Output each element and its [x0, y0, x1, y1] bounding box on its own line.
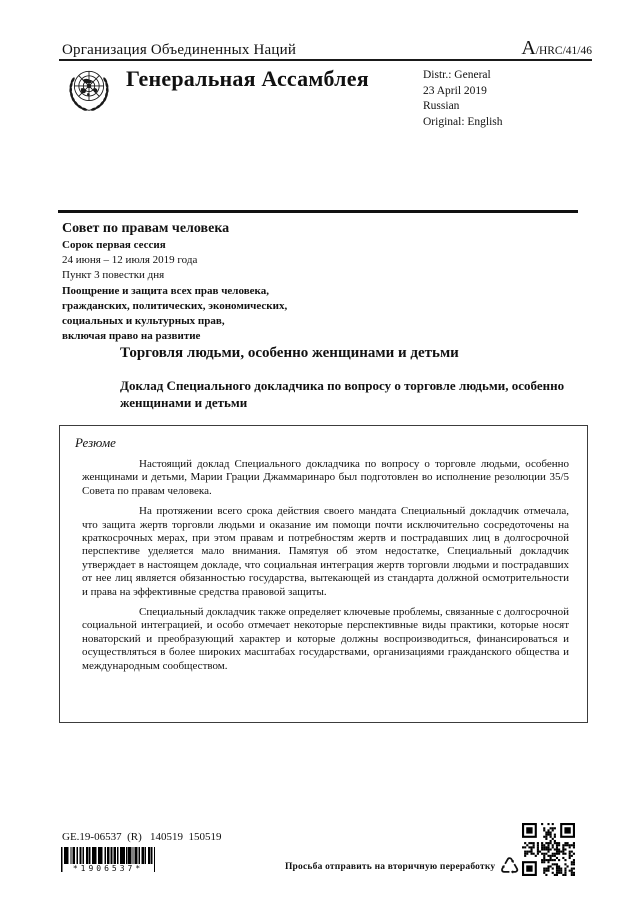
report-title: Торговля людьми, особенно женщинами и детьми: [120, 345, 459, 361]
agenda-line-3: социальных и культурных прав,: [62, 315, 225, 328]
agenda-line-2: гражданских, политических, экономических,: [62, 299, 288, 312]
council-name: Совет по правам человека: [62, 221, 230, 236]
un-emblem-icon: [63, 64, 115, 118]
section-rule: [58, 210, 578, 213]
org-name: Организация Объединенных Наций: [62, 42, 297, 58]
distr-block: [423, 68, 503, 130]
session-block: [62, 219, 287, 344]
distr-line: Distr.: General: [423, 69, 491, 81]
date-line: 23 April 2019: [423, 84, 487, 97]
summary-paragraph-2: На протяжении всего срока действия своего мандата Специальный докладчик отмечала, что защита жертв торговли людьми и оказание им помощи почти исключительно сосредоточены на краткосрочных мерах, при этом правам и потребностям жертв и пострадавших лиц в долгосрочной перспективе уделяется мало внимания. Памятуя об этом недостатке, Специальный докладчик утверждает в настоящем докладе, что социальная интеграция жертв торговли людьми и пострадавших от нее лиц является обязанностью государства, вытекающей из стандарта должной осмотрительности и права на эффективные средства правовой защиты.: [82, 505, 569, 598]
agenda-line-4: включая право на развитие: [62, 330, 201, 343]
assembly-title: Генеральная Ассамблея: [126, 66, 369, 91]
summary-label: Резюме: [75, 435, 116, 450]
header-rule: [59, 59, 592, 61]
agenda-item: Пункт 3 повестки дня: [62, 269, 165, 282]
recycle-note: Просьба отправить на вторичную переработку: [284, 862, 496, 872]
summary-box: [59, 425, 588, 723]
summary-paragraph-1: Настоящий доклад Специального докладчика по вопросу о торговле людьми, особенно женщинами и детьми, Марии Грации Джаммаринаро был подготовлен во исполнение резолюции 35/5 Совета по правам человека.: [82, 458, 569, 497]
doc-symbol-prefix: A: [521, 37, 536, 59]
agenda-line-1: Поощрение и защита всех прав человека,: [62, 284, 269, 297]
report-subtitle: Доклад Специального докладчика по вопросу о торговле людьми, особенно женщинами и детьми: [120, 378, 565, 410]
session-name: Сорок первая сессия: [62, 239, 166, 251]
doc-symbol: [521, 37, 592, 60]
language-line: Russian: [423, 100, 460, 112]
recycle-row: [250, 852, 520, 882]
ge-number: GE.19-06537 (R) 140519 150519: [62, 831, 222, 843]
barcode-text: *1906537*: [63, 864, 153, 873]
summary-body: [82, 458, 569, 673]
barcode: [61, 847, 155, 872]
recycle-icon: ♺: [499, 853, 520, 880]
summary-paragraph-3: Специальный докладчик также определяет ключевые проблемы, связанные с долгосрочной социальной интеграцией, и особо отмечает некоторые перспективные виды практики, которые носят новаторский и преобразующий характер и которые должны воспроизводиться, финансироваться и осуществляться в более широких масштабах государствами, организациями гражданского общества и международным сообществом.: [82, 606, 569, 672]
session-dates: 24 июня – 12 июля 2019 года: [62, 254, 198, 267]
doc-symbol-suffix: /HRC/41/46: [535, 45, 592, 57]
header: [62, 37, 592, 60]
qr-code: [522, 823, 575, 876]
original-line: Original: English: [423, 115, 503, 128]
